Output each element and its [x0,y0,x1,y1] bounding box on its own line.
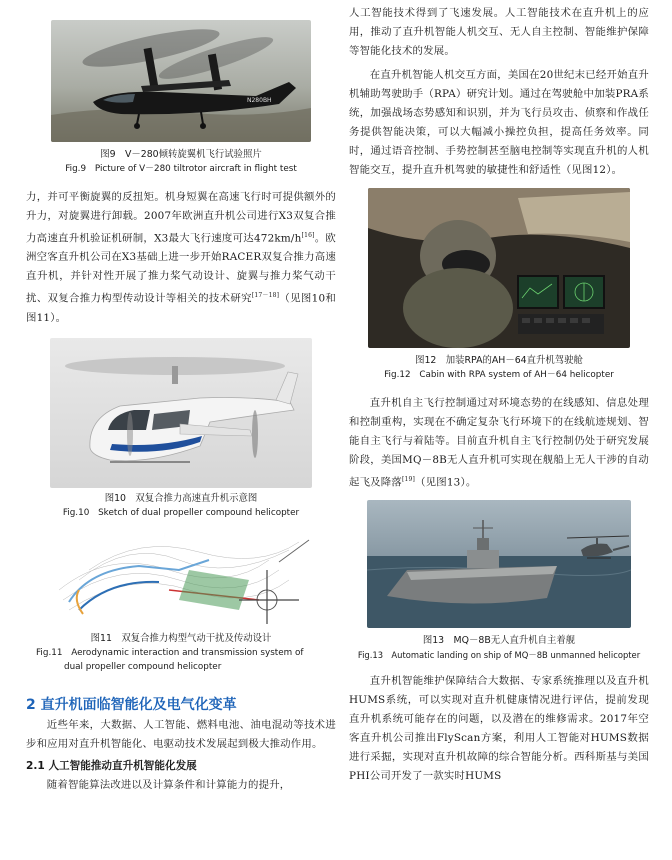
fig9-caption-cn: 图9 V－280倾转旋翼机飞行试验照片 [100,149,262,160]
right-paragraph-1: 在直升机智能人机交互方面，美国在20世纪末已经开始直升机辅助驾驶助手（RPA）研究计划。通过在驾驶舱中加装PRA系统，加强战场态势感知和识别，并为飞行员攻击、侦察和作战任务提供智能决策，可以大幅减小操控负担，提高任务效率。同时，通过语音控制、手势控制甚至脑电控制等实现直升机的人机智能交互，提升直升机驾驶的敏捷性和舒适性（见图12）。 [349,69,649,176]
left-para1-text-b: 。欧洲空客直升机公司在X3基础上进一步开始RACER双复合推力高速直升机，并针对性开展了推力桨气动设计、旋翼与推力桨气动干扰、双复合推力构型传动设计等相关的技术研究 [26,232,337,305]
fig11-caption-cn: 图11 双复合推力构型气动干扰及传动设计 [90,632,272,644]
aero-interaction-diagram [49,530,313,626]
fig13-image [367,500,631,628]
right-paragraph-0: 人工智能技术得到了飞速发展。人工智能技术在直升机上的应用，推动了直升机智能人机交互、无人自主控制、智能维护保障等智能化技术的发展。 [349,7,649,57]
fig11-caption-en-line2: dual propeller compound helicopter [64,661,222,672]
section-2-title: 2 直升机面临智能化及电气化变革 [26,696,237,713]
fig13-caption-en: Fig.13 Automatic landing on ship of MQ－8B unmanned helicopter [357,650,641,661]
fig12-image [368,188,630,348]
cockpit-photo [368,188,630,348]
tiltrotor-photo [51,20,311,142]
ref-17-18: [17－18] [251,292,280,300]
fig12-caption-en: Fig.12 Cabin with RPA system of AH－64 helicopter [384,370,614,380]
tail-number: N280BH [247,97,272,104]
right-column [349,0,649,786]
compound-helicopter-render [50,338,312,488]
fig13-caption-cn: 图13 MQ－8B无人直升机自主着舰 [422,635,576,647]
fig11-caption-en-line1: Fig.11 Aerodynamic interaction and transmission system of [36,647,304,658]
ref-19: [19] [401,476,416,483]
right-para2-text: 直升机自主飞行控制通过对环境态势的在线感知、信息处理和控制重构，实现在不确定复杂飞行环境下的在线航迹规划、智能自主飞行与着陆等。目前直升机自主飞行控制仍处于研究发展阶段，美国MQ－8B无人直升机可实现在舰船上无人干涉的自动起飞及降落 [349,397,649,489]
fig9-image [51,20,311,142]
right-para2-text-b: （见图13）。 [415,476,477,489]
section-2-1-title: 2.1 人工智能推动直升机智能化发展 [26,759,197,772]
fig10-image [50,338,312,488]
fig10-caption-cn: 图10 双复合推力高速直升机示意图 [104,492,258,504]
fig9-caption-en: Fig.9 Picture of V－280 tiltrotor aircraft in flight test [65,164,297,174]
fig10-caption-en: Fig.10 Sketch of dual propeller compound helicopter [62,507,300,518]
fig11-image [49,530,313,626]
left-column [26,0,336,795]
right-paragraph-2 [349,394,649,492]
section-2-paragraph: 近些年来，大数据、人工智能、燃料电池、油电混动等技术进步和应用对直升机智能化、电驱动技术发展起到极大推动作用。 [26,718,336,750]
ref-16: [16] [301,232,315,239]
ship-landing-photo [367,500,631,628]
right-paragraph-3: 直升机智能维护保障结合大数据、专家系统推理以及直升机HUMS系统，可以实现对直升机健康情况进行评估，提前发现直升机系统可能存在的问题，以及潜在的维修需求。2017年空客直升机公司推出FlyScan方案，利用人工智能对HUMS数据进行采掘，实现对直升机故障的综合智能分析。西科斯基与美国PHI公司开发了一款实时HUMS [349,675,649,783]
fig12-caption-cn: 图12 加装RPA的AH－64直升机驾驶舱 [415,355,583,366]
left-para1-text-c: （见图10和图11）。 [26,292,337,324]
section-2-1-paragraph: 随着智能算法改进以及计算条件和计算能力的提升， [46,778,291,791]
left-paragraph-1 [26,188,336,328]
left-para1-text: 力，并可平衡旋翼的反扭矩。机身短翼在高速飞行时可提供额外的升力，对旋翼进行卸载。2007年欧洲直升机公司进行X3双复合推力高速直升机验证机研制，X3最大飞行速度可达472km/h [26,191,336,245]
